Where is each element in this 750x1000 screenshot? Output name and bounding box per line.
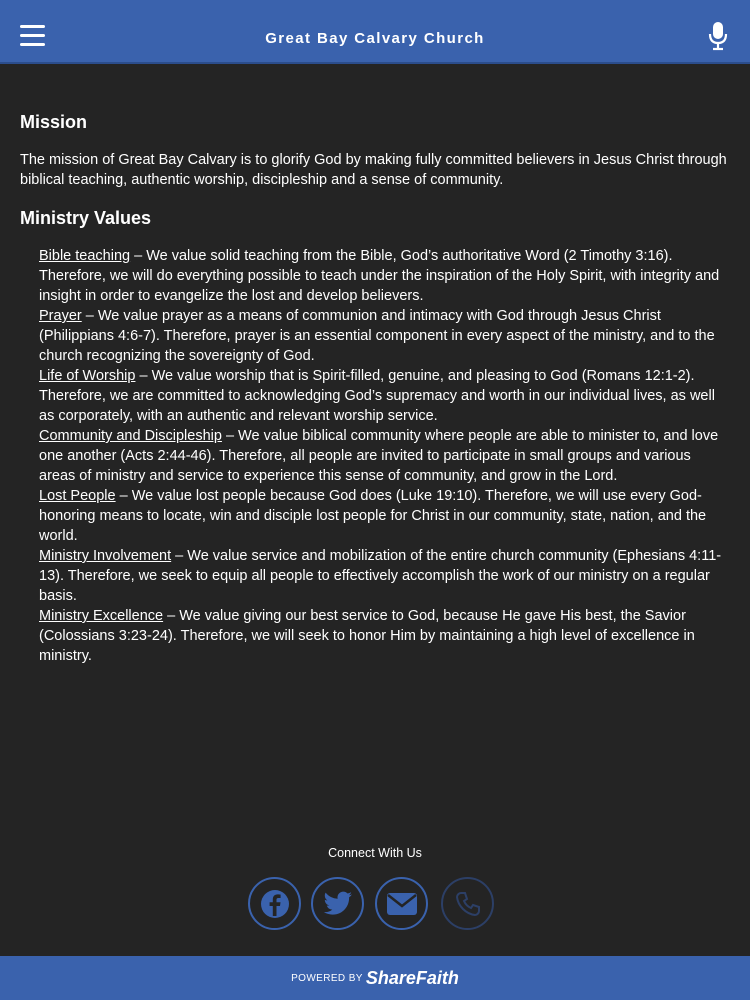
value-description: – We value biblical community where people are able to minister to, and love one another (Acts 2:44-46). Therefore, all people are invited to participate in small groups and various areas of ministry and service to experience this sense of community, and grow in the Lord. <box>39 428 719 484</box>
value-description: – We value service and mobilization of the entire church community (Ephesians 4:11-13). Therefore, we seek to equip all people to effectively accomplish the work of our ministry on a regular basis. <box>39 548 722 604</box>
top-app-bar <box>0 0 750 64</box>
value-link-lost-people[interactable]: Lost People <box>39 488 116 504</box>
powered-by-label: POWERED BY <box>291 972 363 984</box>
value-item <box>39 546 730 606</box>
facebook-icon[interactable] <box>248 877 301 930</box>
social-links <box>248 877 498 935</box>
main-content <box>20 112 730 666</box>
value-link-ministry-involvement[interactable]: Ministry Involvement <box>39 548 172 564</box>
value-item <box>39 306 730 366</box>
value-link-community-discipleship[interactable]: Community and Discipleship <box>39 428 222 444</box>
connect-with-us-label: Connect With Us <box>328 846 422 860</box>
ministry-values-list <box>20 246 730 666</box>
value-item <box>39 426 730 486</box>
value-description: – We value giving our best service to God, because He gave His best, the Savior (Colossians 3:23-24). Therefore, we will seek to honor Him by maintaining a high level of excellence in ministry. <box>39 608 695 664</box>
value-description: – We value lost people because God does (Luke 19:10). Therefore, we will use every God-honoring means to locate, win and disciple lost people for Christ in our community, state, nation, and the world. <box>39 488 707 544</box>
microphone-icon[interactable] <box>708 21 728 51</box>
value-link-prayer[interactable]: Prayer <box>39 308 82 324</box>
email-icon[interactable] <box>375 877 428 930</box>
twitter-icon[interactable] <box>311 877 364 930</box>
value-description: – We value prayer as a means of communion and intimacy with God through Jesus Christ (Philippians 4:6-7). Therefore, prayer is an essential component in every aspect of the ministry, and to the church recognizing the sovereignty of God. <box>39 308 715 364</box>
app-title: Great Bay Calvary Church <box>265 30 485 47</box>
ministry-values-heading: Ministry Values <box>20 208 152 228</box>
value-link-bible-teaching[interactable]: Bible teaching <box>39 248 131 264</box>
value-item <box>39 606 730 666</box>
value-link-life-of-worship[interactable]: Life of Worship <box>39 368 136 384</box>
value-item <box>39 486 730 546</box>
value-link-ministry-excellence[interactable]: Ministry Excellence <box>39 608 164 624</box>
value-item <box>39 246 730 306</box>
value-item <box>39 366 730 426</box>
sharefaith-logo[interactable]: ShareFaith <box>365 967 459 988</box>
value-description: – We value worship that is Spirit-filled, genuine, and pleasing to God (Romans 12:1-2). Therefore, we are committed to acknowledging God’s supremacy and worth in our individual lives, as well as corporately, with an authentic and relevant worship service. <box>39 368 715 424</box>
phone-icon[interactable] <box>441 877 494 930</box>
value-description: – We value solid teaching from the Bible, God’s authoritative Word (2 Timothy 3:16). Therefore, we will do everything possible to teach under the inspiration of the Holy Spirit, with integrity and insight in order to evangelize the lost and develop believers. <box>39 248 720 304</box>
mission-text: The mission of Great Bay Calvary is to glorify God by making fully committed believers in Jesus Christ through biblical teaching, authentic worship, discipleship and a sense of community. <box>20 152 727 188</box>
footer-bar <box>0 956 750 1000</box>
mission-heading: Mission <box>20 112 88 132</box>
